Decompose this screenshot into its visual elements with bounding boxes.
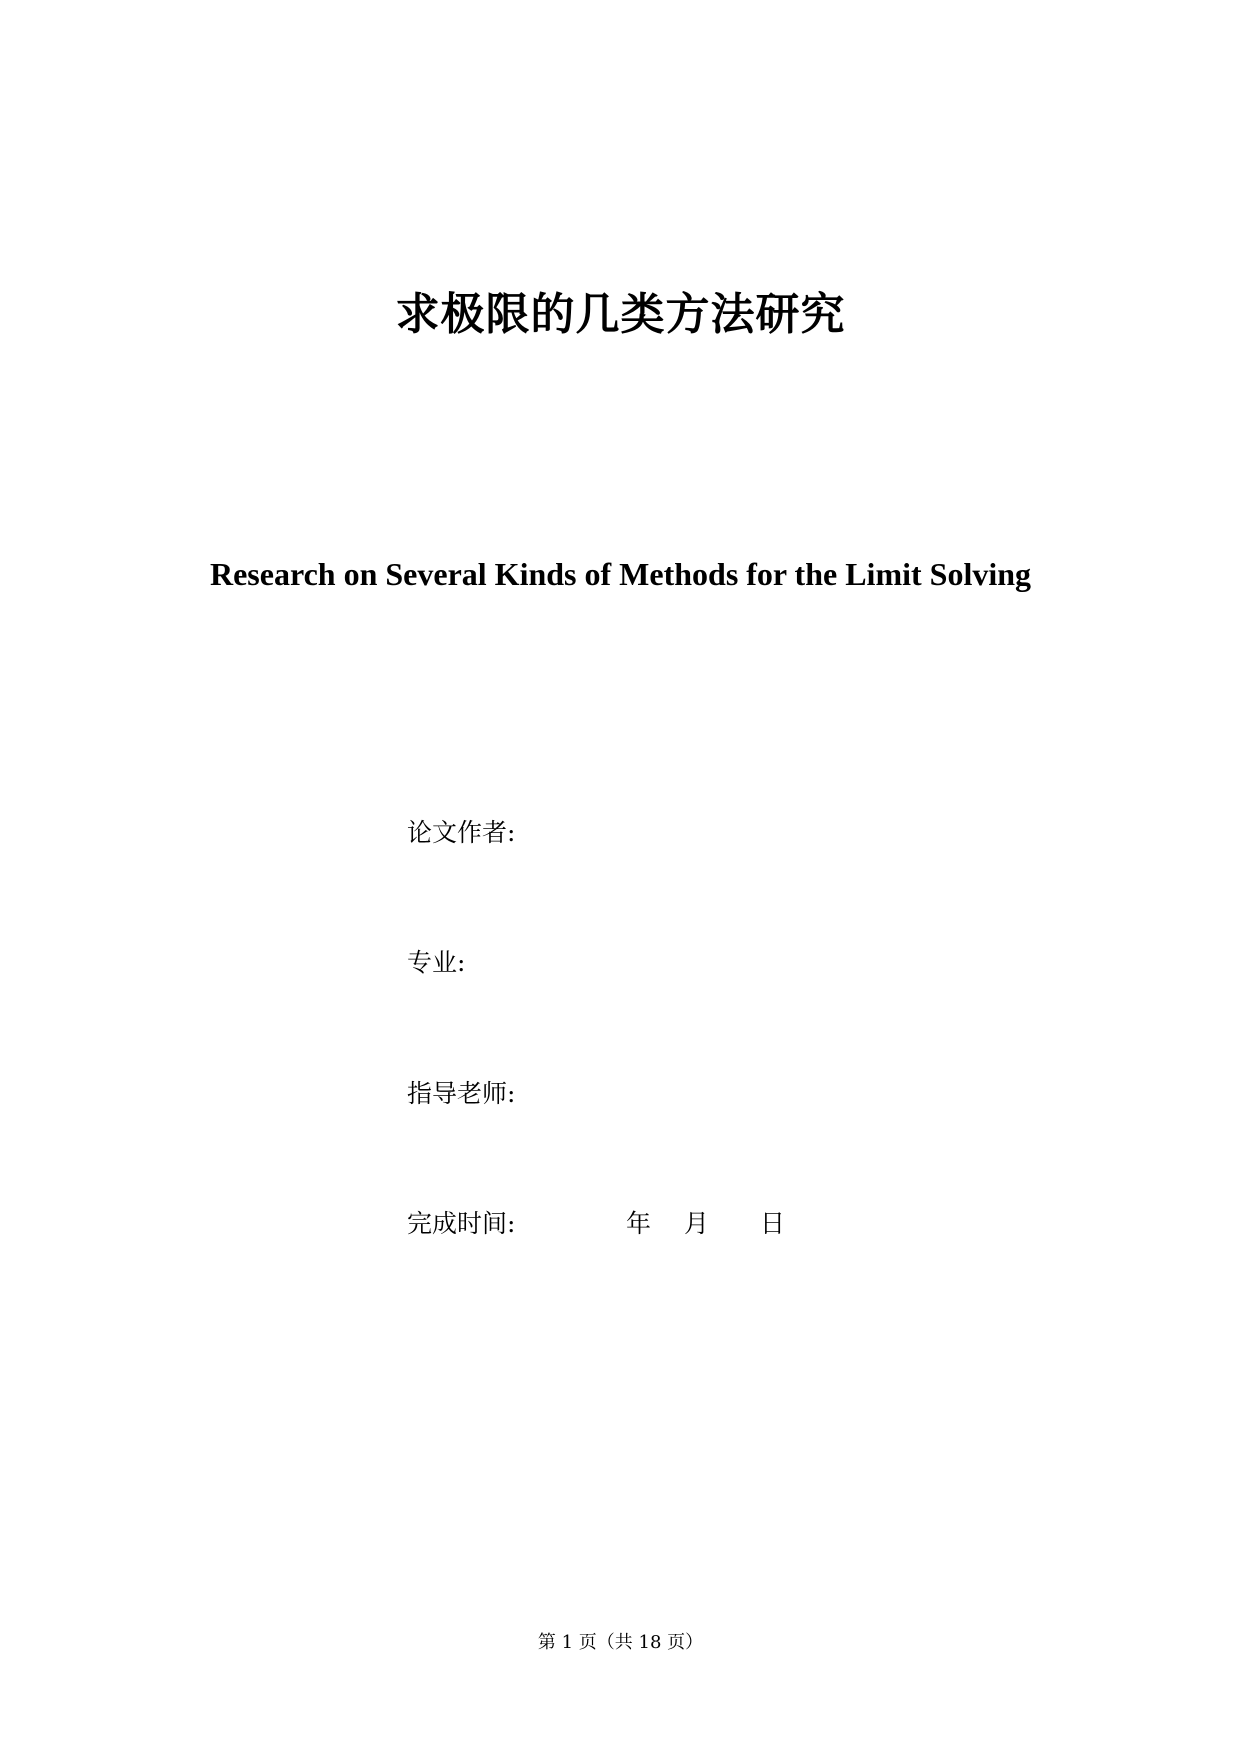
year-unit: 年 bbox=[626, 1209, 652, 1238]
major-label: 专业: bbox=[407, 948, 466, 977]
page-number-footer: 第 1 页（共 18 页） bbox=[537, 1632, 704, 1653]
month-unit: 月 bbox=[684, 1209, 710, 1238]
author-label: 论文作者: bbox=[407, 818, 516, 847]
english-title: Research on Several Kinds of Methods for the Limit Solving bbox=[209, 556, 1032, 592]
advisor-label: 指导老师: bbox=[407, 1079, 516, 1108]
day-unit: 日 bbox=[760, 1209, 786, 1238]
chinese-title: 求极限的几类方法研究 bbox=[395, 289, 846, 340]
completion-date-label: 完成时间: bbox=[407, 1209, 516, 1238]
